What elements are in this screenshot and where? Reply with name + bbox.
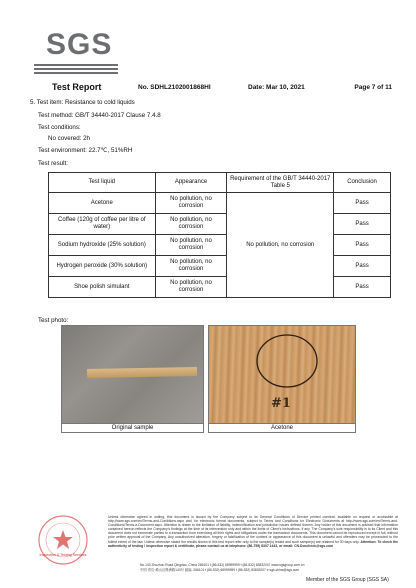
- report-date: Date: Mar 10, 2021: [248, 84, 305, 91]
- footer-address: [140, 563, 402, 572]
- table-row: [49, 277, 391, 298]
- results-table: [48, 172, 391, 298]
- test-result-label: Test result:: [38, 160, 68, 167]
- logo-text: SGS: [46, 28, 113, 61]
- cell-conclusion: Pass: [334, 193, 391, 214]
- report-header: [52, 82, 392, 96]
- table-row: [49, 193, 391, 214]
- header-requirement: Requirement of the GB/T 34440-2017 Table 5: [227, 173, 334, 193]
- cell-liquid: Hydrogen peroxide (30% solution): [49, 256, 156, 277]
- sgs-member-note: Member of the SGS Group (SGS SA): [306, 577, 389, 583]
- test-environment: Test environment: 22.7℃, 51%RH: [38, 147, 133, 154]
- sample-board: [87, 367, 197, 378]
- report-number: No. SDHL2102001868HI: [138, 84, 211, 91]
- cell-conclusion: Pass: [334, 277, 391, 298]
- disclaimer-text: Unless otherwise agreed in writing, this document is issued by the Company subject to its General Conditions of Service printed overleaf, available on request or accessible at http://www.sgs.com/en/Terms-and-Conditions.aspx and, for electronic format documents, subject to Terms and Conditions for Electronic Documents at http://www.sgs.com/en/Terms-and-Conditions/Terms-e-Document.aspx. Attention is drawn to the limitation of liability, indemnification and jurisdiction issues defined therein. Any holder of this document is advised that information contained hereon reflects the Company's findings at the time of its intervention only and within the limits of Client's instructions, if any. The Company's sole responsibility is to its Client and this document does not exonerate parties to a transaction from exercising all their rights and obligations under the transaction documents. This document cannot be reproduced except in full, without prior written approval of the Company. Any unauthorized alteration, forgery or falsification of the content or appearance of this document is unlawful and offenders may be prosecuted to the fullest extent of the law. Unless otherwise stated the results shown in this test report refer only to the sample(s) tested and such sample(s) are retained for 30 days only.: [108, 515, 398, 544]
- header-test-liquid: Test liquid: [49, 173, 156, 193]
- caption-original-sample: Original sample: [61, 424, 204, 433]
- table-row: [49, 256, 391, 277]
- cell-appearance: No pollution, no corrosion: [155, 277, 227, 298]
- logo-stripes: [34, 64, 118, 74]
- table-header-row: [49, 173, 391, 193]
- address-line-cn: 中国·青岛·崂山区株洲路143号 邮编: 266101 t (86-532) 68999999 f (86-532) 83832007 e sgs.china@sgs.com: [140, 568, 300, 572]
- table-row: [49, 235, 391, 256]
- cell-liquid: Acetone: [49, 193, 156, 214]
- cell-appearance: No pollution, no corrosion: [155, 256, 227, 277]
- cell-conclusion: Pass: [334, 214, 391, 235]
- attention-text: Attention: To check the authenticity of testing / inspection report & certificate, please contact us at telephone: (86-755) 8307 1443, or email: CN.Doccheck@sgs.com: [108, 539, 398, 548]
- address-line-en: No.143 Zhuzhou Road Qingdao, China 266101 t (86-532) 68999999 f (86-532) 83832007 www.sgsgroup.com.cn: [140, 563, 305, 567]
- stamp-text: Inspection & Testing Services: [39, 553, 87, 557]
- table-row: [49, 214, 391, 235]
- photo-original-sample: [61, 325, 204, 424]
- test-method: Test method: GB/T 34440-2017 Clause 7.4.8: [38, 112, 161, 119]
- page-number: Page 7 of 11: [354, 84, 392, 91]
- header-conclusion: Conclusion: [334, 173, 391, 193]
- cell-requirement: No pollution, no corrosion: [227, 193, 334, 298]
- cell-conclusion: Pass: [334, 235, 391, 256]
- cell-liquid: Sodium hydroxide (25% solution): [49, 235, 156, 256]
- report-title: Test Report: [52, 82, 102, 92]
- footer-disclaimer: [108, 515, 398, 548]
- test-conditions-label: Test conditions:: [38, 124, 81, 131]
- cell-appearance: No pollution, no corrosion: [155, 235, 227, 256]
- sample-mark: #1: [271, 396, 291, 411]
- stamp-seal-icon: [28, 512, 98, 574]
- cell-appearance: No pollution, no corrosion: [155, 214, 227, 235]
- header-appearance: Appearance: [155, 173, 227, 193]
- test-photo-label: Test photo:: [38, 317, 69, 324]
- sgs-logo: [30, 28, 120, 72]
- cell-appearance: No pollution, no corrosion: [155, 193, 227, 214]
- photo-acetone-test: [208, 325, 356, 424]
- inspection-stamp: [28, 512, 98, 574]
- test-item: 5. Test item: Resistance to cold liquids: [30, 99, 135, 106]
- test-conditions-value: No covered: 2h: [48, 135, 90, 142]
- cell-liquid: Coffee (120g of coffee per litre of water): [49, 214, 156, 235]
- cell-liquid: Shoe polish simulant: [49, 277, 156, 298]
- cell-conclusion: Pass: [334, 256, 391, 277]
- caption-acetone: Acetone: [208, 424, 356, 433]
